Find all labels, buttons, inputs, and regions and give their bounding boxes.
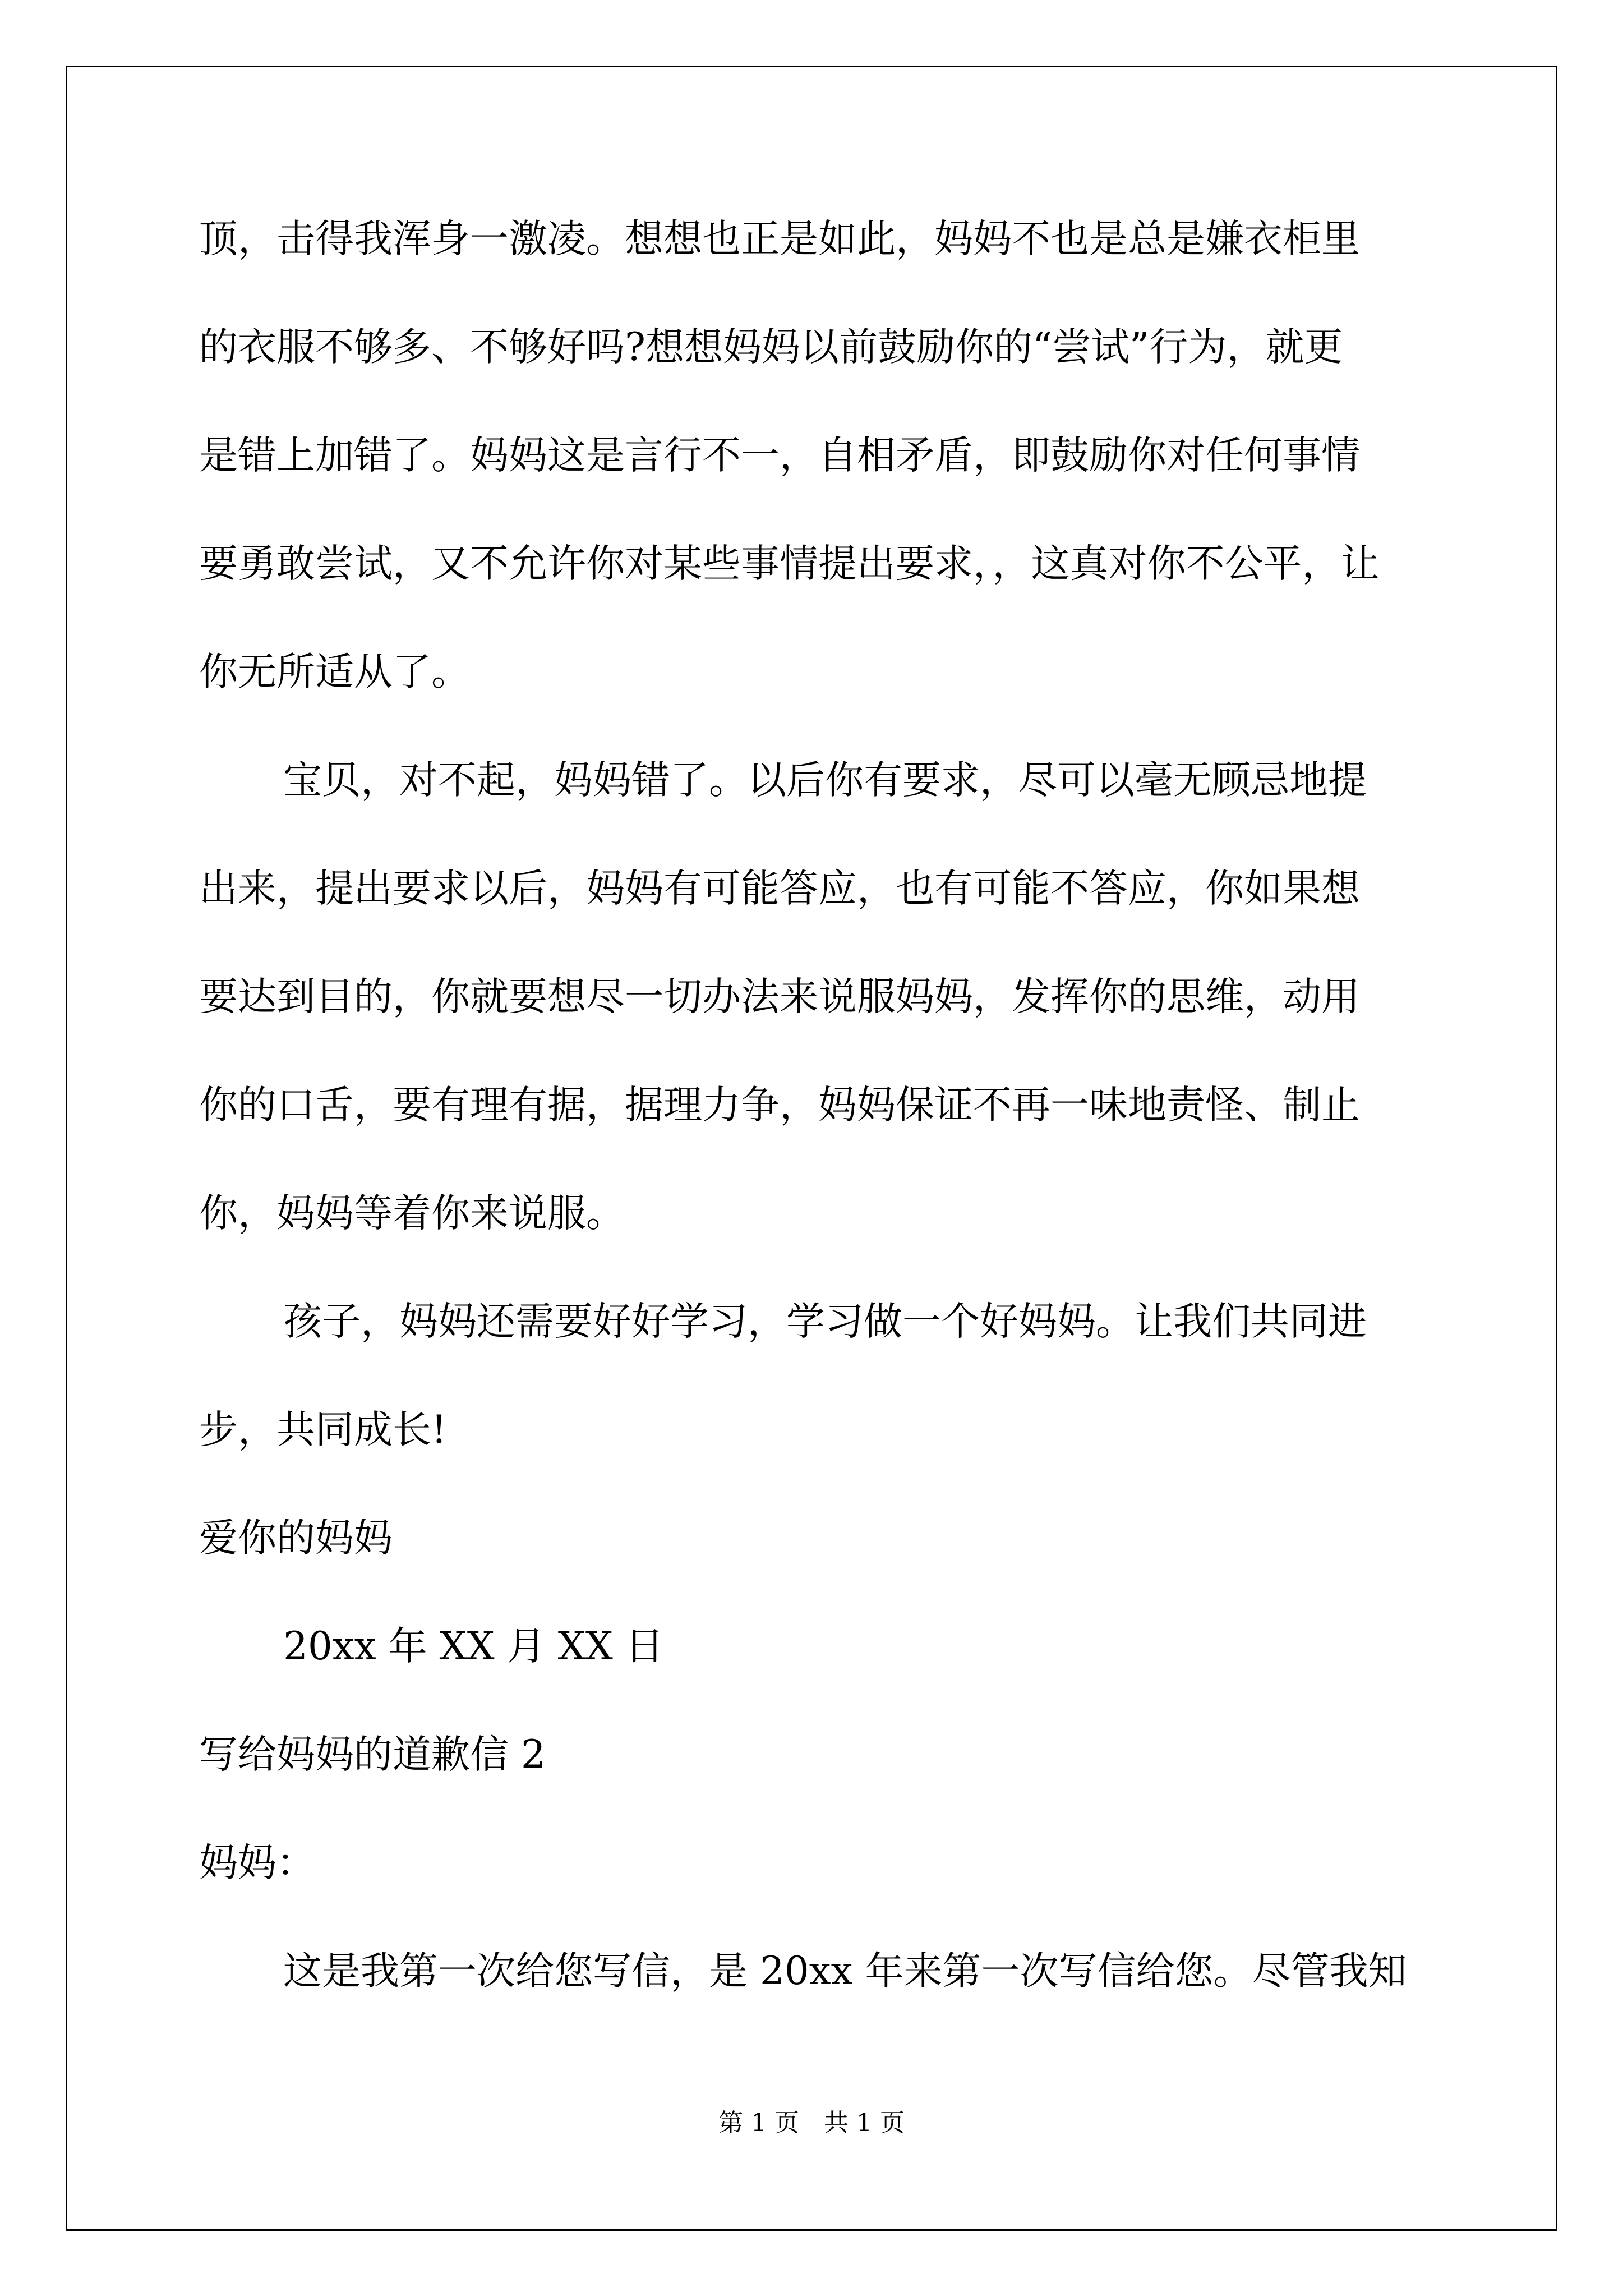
page-number-footer: 第 1 页 共 1 页 bbox=[718, 2109, 905, 2137]
text-line: 要勇敢尝试，又不允许你对某些事情提出要求，，这真对你不公平，让 bbox=[199, 541, 1380, 586]
paragraph-first-line: 这是我第一次给您写信，是 20xx 年来第一次写信给您。尽管我知 bbox=[283, 1949, 1407, 1994]
text-line: 的衣服不够多、不够好吗?想想妈妈以前鼓励你的“尝试”行为，就更 bbox=[199, 325, 1343, 370]
text-line: 你的口舌，要有理有据，据理力争，妈妈保证不再一味地责怪、制止 bbox=[199, 1083, 1360, 1128]
paragraph-first-line: 宝贝，对不起，妈妈错了。以后你有要求，尽可以毫无顾忌地提 bbox=[283, 758, 1367, 803]
signature-line: 爱你的妈妈 bbox=[199, 1516, 393, 1561]
salutation: 妈妈： bbox=[199, 1841, 315, 1885]
paragraph-first-line: 孩子，妈妈还需要好好学习，学习做一个好妈妈。让我们共同进 bbox=[283, 1299, 1367, 1344]
date-line: 20xx 年 XX 月 XX 日 bbox=[283, 1624, 664, 1669]
text-line: 出来，提出要求以后，妈妈有可能答应，也有可能不答应，你如果想 bbox=[199, 866, 1360, 911]
text-line: 顶，击得我浑身一激凌。想想也正是如此，妈妈不也是总是嫌衣柜里 bbox=[199, 217, 1360, 261]
letter-title: 写给妈妈的道歉信 2 bbox=[199, 1732, 546, 1777]
text-line: 你无所适从了。 bbox=[199, 650, 470, 694]
document-body bbox=[199, 185, 1427, 2026]
text-line: 步，共同成长! bbox=[199, 1407, 447, 1452]
text-line: 要达到目的，你就要想尽一切办法来说服妈妈，发挥你的思维，动用 bbox=[199, 974, 1360, 1019]
text-line: 你，妈妈等着你来说服。 bbox=[199, 1191, 625, 1236]
text-line: 是错上加错了。妈妈这是言行不一，自相矛盾，即鼓励你对任何事情 bbox=[199, 433, 1360, 478]
